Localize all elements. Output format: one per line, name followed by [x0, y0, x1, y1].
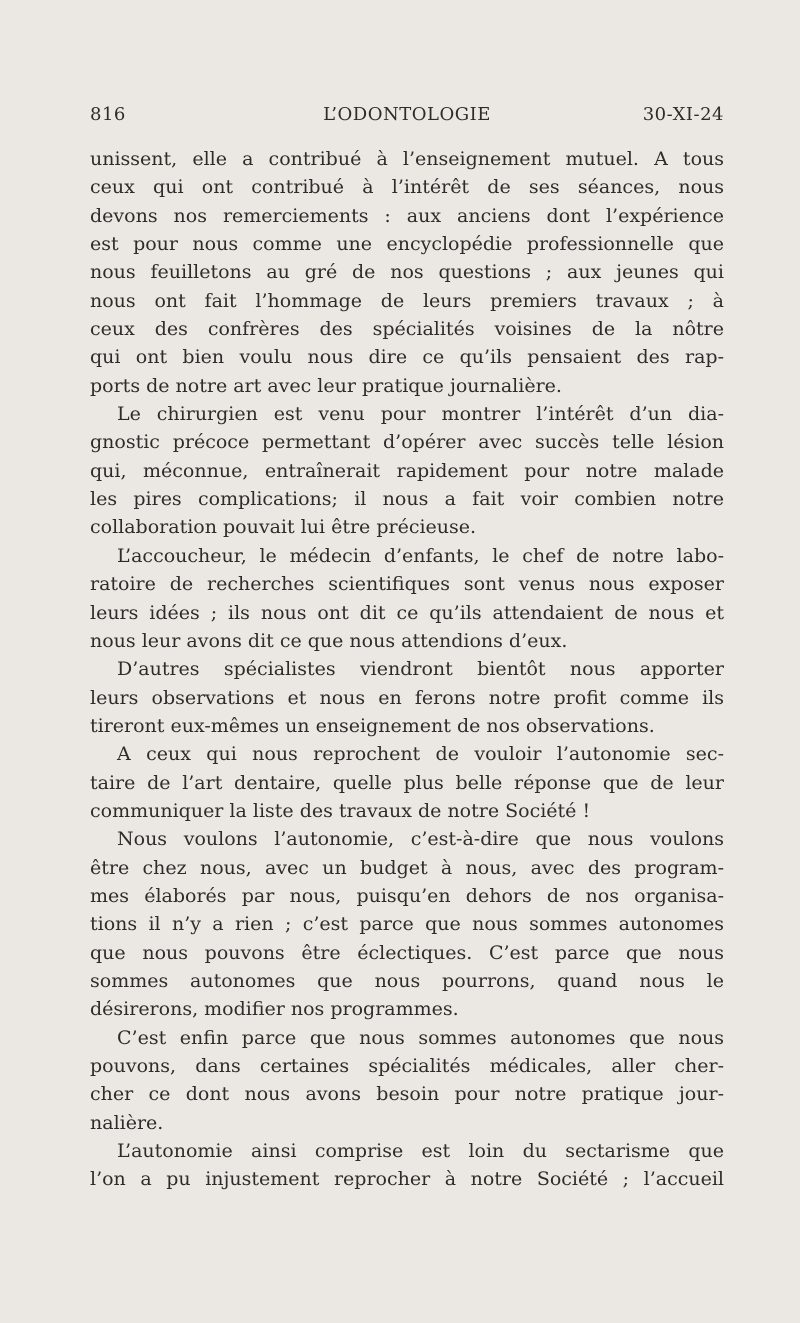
paragraph-start: Le chirurgien est venu pour montrer l’intérêt d’un dia-: [117, 403, 724, 426]
text-line: tireront eux-mêmes un enseignement de nos observations.: [90, 714, 655, 737]
body-text: [90, 145, 724, 1194]
text-line: sommes autonomes que nous pourrons, quand nous le: [90, 969, 724, 992]
text-line: ceux qui ont contribué à l’intérêt de ses séances, nous: [90, 176, 724, 199]
running-title: L’ODONTOLOGIE: [323, 104, 491, 125]
text-line: taire de l’art dentaire, quelle plus belle réponse que de leur: [90, 771, 724, 794]
text-line: communiquer la liste des travaux de notre Société !: [90, 799, 591, 822]
text-line: qui ont bien voulu nous dire ce qu’ils pensaient des rap-: [90, 346, 724, 369]
text-line: unissent, elle a contribué à l’enseignement mutuel. A tous: [90, 148, 724, 170]
text-line: gnostic précoce permettant d’opérer avec succès telle lésion: [90, 431, 724, 454]
page-number: 816: [90, 104, 126, 125]
text-line: l’on a pu injustement reprocher à notre Société ; l’accueil: [90, 1168, 724, 1191]
text-line: les pires complications; il nous a fait voir combien notre: [90, 488, 724, 511]
paragraph-start: D’autres spécialistes viendront bientôt nous apporter: [117, 658, 724, 681]
text-line: leurs observations et nous en ferons notre profit comme ils: [90, 686, 724, 709]
text-line: pouvons, dans certaines spécialités médicales, aller cher-: [90, 1055, 724, 1077]
page-header: [90, 104, 724, 134]
paragraph-start: L’autonomie ainsi comprise est loin du sectarisme que: [117, 1140, 724, 1163]
text-line: ratoire de recherches scientifiques sont venus nous exposer: [90, 573, 724, 596]
text-line: désirerons, modifier nos programmes.: [90, 998, 459, 1021]
text-line: cher ce dont nous avons besoin pour notre pratique jour-: [90, 1083, 724, 1106]
text-line: nalière.: [90, 1111, 164, 1134]
text-line: est pour nous comme une encyclopédie professionnelle que: [90, 233, 724, 256]
text-line: ports de notre art avec leur pratique journalière.: [90, 374, 562, 397]
text-line: tions il n’y a rien ; c’est parce que nous sommes autonomes: [90, 913, 724, 936]
text-line: nous ont fait l’hommage de leurs premiers travaux ; à: [90, 289, 724, 312]
paragraph-start: A ceux qui nous reprochent de vouloir l’autonomie sec-: [117, 743, 724, 766]
paragraph-start: C’est enfin parce que nous sommes autonomes que nous: [117, 1026, 724, 1049]
paragraph-start: Nous voulons l’autonomie, c’est-à-dire que nous voulons: [117, 828, 724, 851]
text-line: qui, méconnue, entraînerait rapidement pour notre malade: [90, 459, 724, 482]
text-line: ceux des confrères des spécialités voisines de la nôtre: [90, 318, 724, 341]
text-line: devons nos remerciements : aux anciens dont l’expérience: [90, 204, 724, 227]
text-line: leurs idées ; ils nous ont dit ce qu’ils attendaient de nous et: [90, 601, 724, 624]
paragraph-start: L’accoucheur, le médecin d’enfants, le chef de notre labo-: [117, 544, 724, 567]
issue-date: 30-XI-24: [642, 104, 724, 125]
text-line: être chez nous, avec un budget à nous, avec des program-: [90, 856, 724, 879]
text-line: mes élaborés par nous, puisqu’en dehors de nos organisa-: [90, 884, 724, 907]
text-line: nous leur avons dit ce que nous attendions d’eux.: [90, 629, 568, 652]
text-line: collaboration pouvait lui être précieuse.: [90, 516, 477, 539]
text-line: que nous pouvons être éclectiques. C’est parce que nous: [90, 941, 724, 964]
text-line: nous feuilletons au gré de nos questions ; aux jeunes qui: [90, 261, 724, 284]
